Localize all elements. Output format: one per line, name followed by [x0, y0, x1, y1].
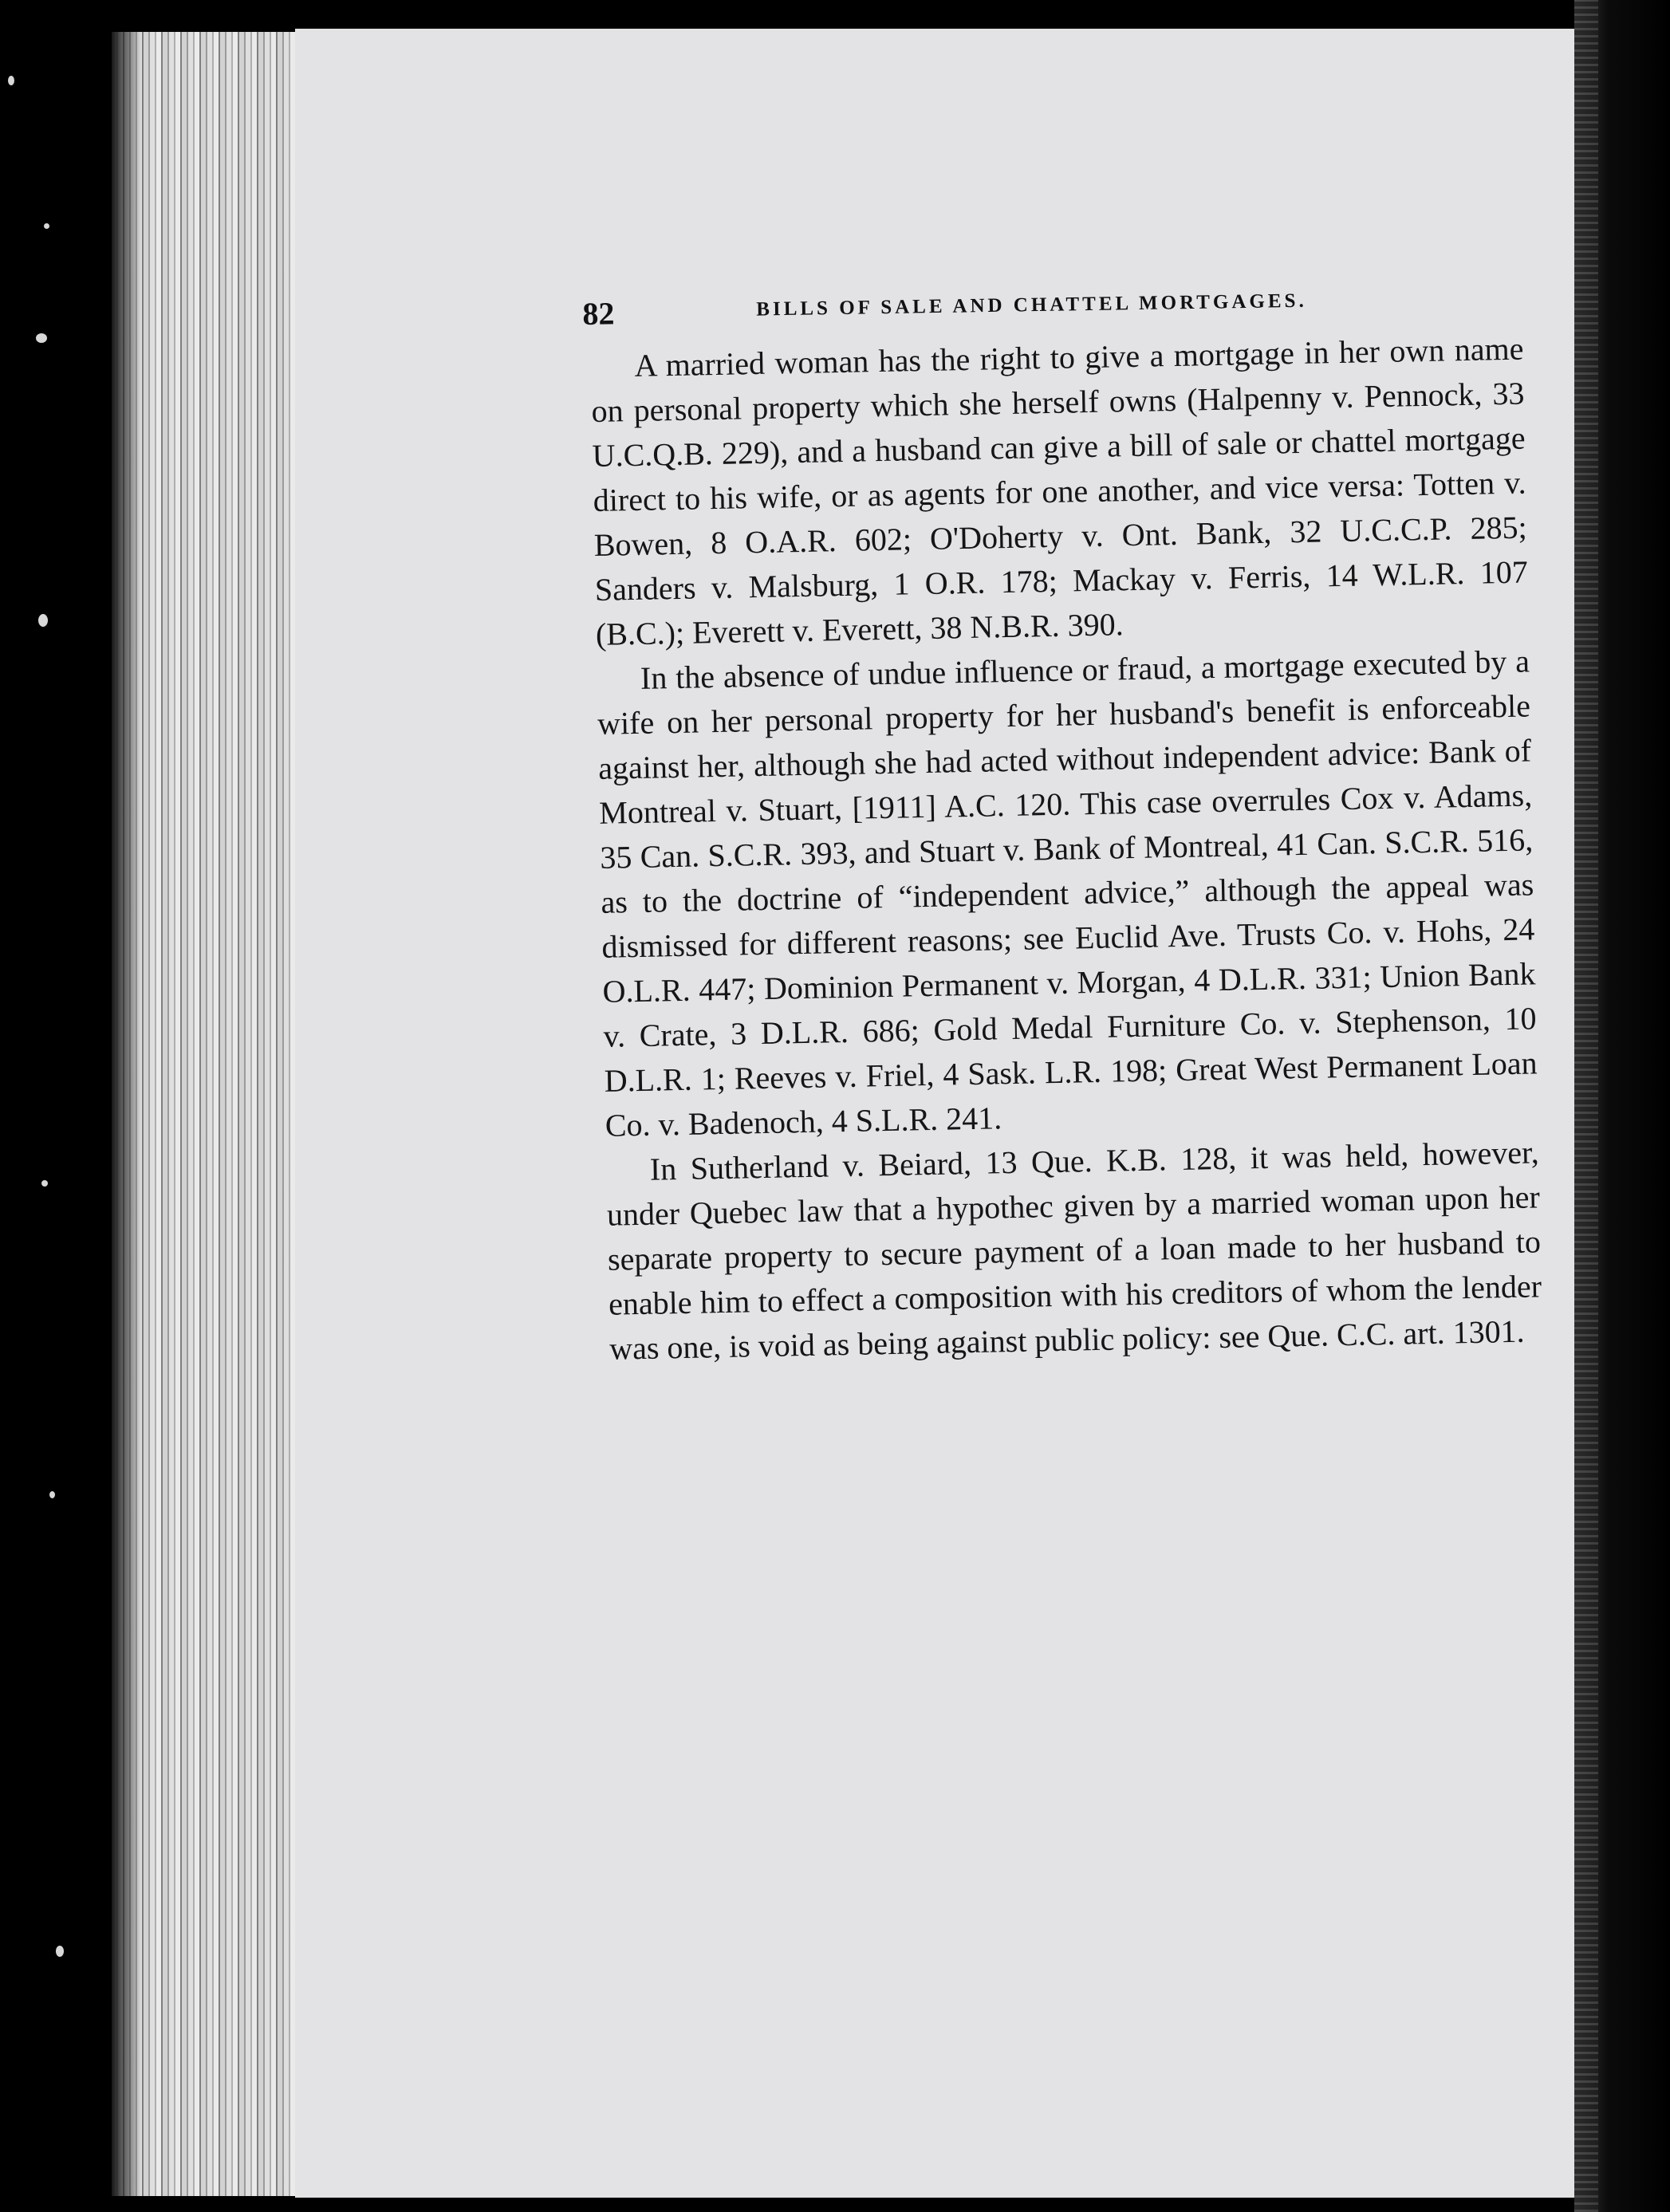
margin-speck [44, 223, 49, 229]
margin-speck [49, 1491, 55, 1498]
binding-shadow [1574, 0, 1670, 2212]
page-number: 82 [582, 295, 615, 332]
margin-speck [41, 1180, 48, 1187]
margin-speck [56, 1946, 64, 1957]
paragraph: In Sutherland v. Beiard, 13 Que. K.B. 128, it was held, however, under Quebec law that a hypothec given by a married woman upon her separate property to secure payment of a loan made to her husband to enable him to effect a composition with his creditors of whom the lender was one, is void as being against public policy: see Que. C.C. art. 1301. [606, 1134, 1542, 1367]
body-text [590, 327, 1543, 1372]
paragraph: In the absence of undue influence or fraud, a mortgage executed by a wife on her personal property for her husband's benefit is enforceable against her, although she had acted without independent advice: Bank of Montreal v. Stuart, [1911] A.C. 120. This case overrules Cox v. Adams, 35 Can. S.C.R. 393, and Stuart v. Bank of Montreal, 41 Can. S.C.R. 516, as to the doctrine of “independent advice,” although the appeal was dismissed for different reasons; see Euclid Ave. Trusts Co. v. Hohs, 24 O.L.R. 447; Dominion Permanent v. Morgan, 4 D.L.R. 331; Union Bank v. Crate, 3 D.L.R. 686; Gold Medal Furniture Co. v. Stephenson, 10 D.L.R. 1; Reeves v. Friel, 4 Sask. L.R. 198; Great West Permanent Loan Co. v. Badenoch, 4 S.L.R. 241. [597, 643, 1538, 1143]
margin-speck [36, 333, 47, 343]
margin-speck [38, 614, 48, 627]
running-head-title: BILLS OF SALE AND CHATTEL MORTGAGES. [756, 289, 1307, 321]
paragraph: A married woman has the right to give a mortgage in her own name on personal property which she herself owns (Halpenny v. Pennock, 33 U.C.Q.B. 229), and a husband can give a bill of sale or chattel mortgage direct to his wife, or as agents for one another, and vice versa: Totten v. Bowen, 8 O.A.R. 602; O'Doherty v. Ont. Bank, 32 U.C.C.P. 285; Sanders v. Malsburg, 1 O.R. 178; Mackay v. Ferris, 14 W.L.R. 107 (B.C.); Everett v. Everett, 38 N.B.R. 390. [591, 330, 1529, 652]
margin-speck [8, 76, 14, 85]
